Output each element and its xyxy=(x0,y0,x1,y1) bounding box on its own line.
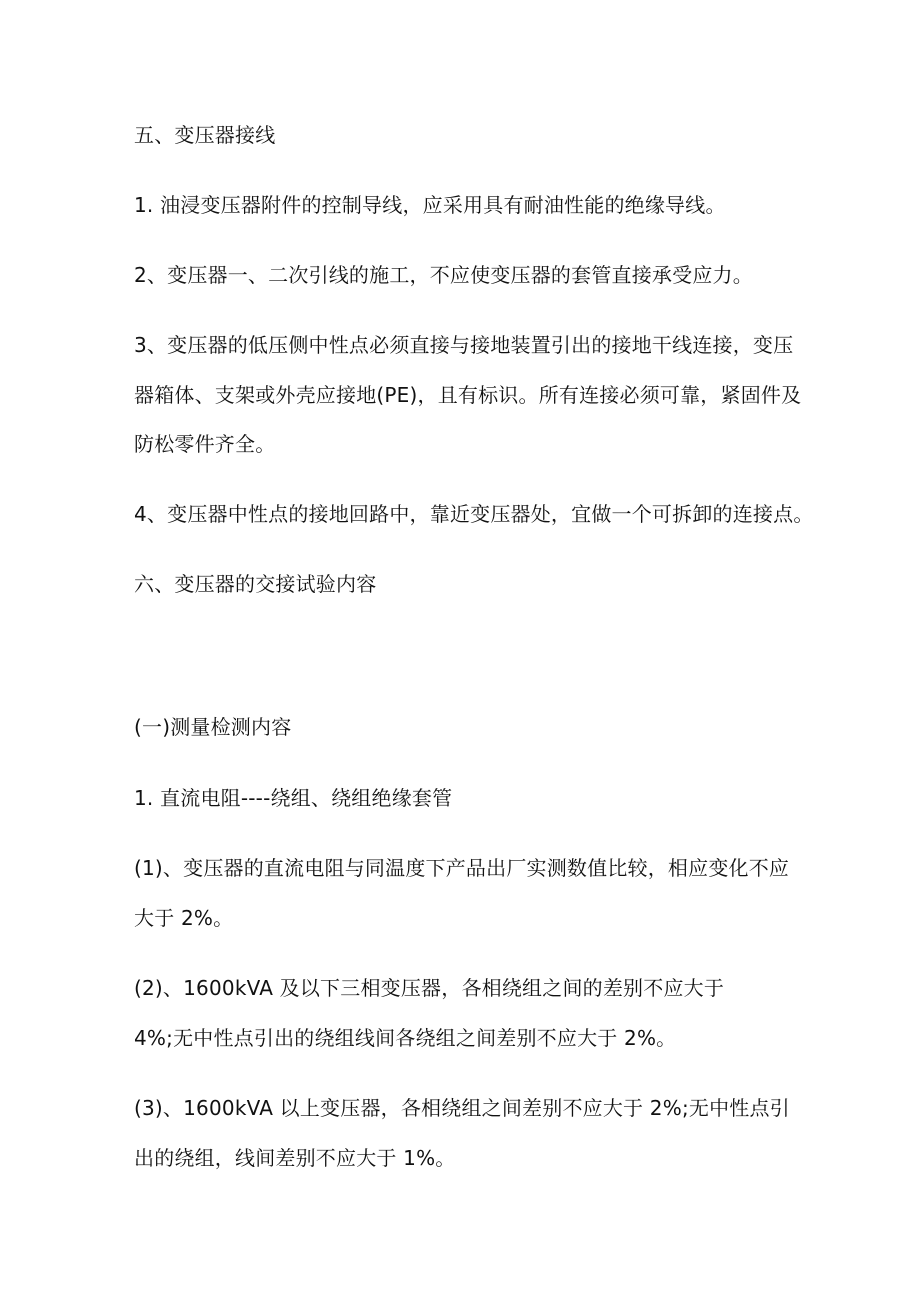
requirement-1-line2: 大于 2%。 xyxy=(134,906,234,930)
item-1-text: 1. 油浸变压器附件的控制导线，应采用具有耐油性能的绝缘导线。 xyxy=(134,193,726,217)
item-4-text: 4、变压器中性点的接地回路中，靠近变压器处，宜做一个可拆卸的连接点。 xyxy=(134,502,814,526)
section6-heading: 六、变压器的交接试验内容 xyxy=(134,572,377,596)
dc-resistance-title: 1. 直流电阻----绕组、绕组绝缘套管 xyxy=(134,786,453,810)
item-3-text-line3: 防松零件齐全。 xyxy=(134,432,276,456)
requirement-2-line1: (2)、1600kVA 及以下三相变压器，各相绕组之间的差别不应大于 xyxy=(134,976,725,1000)
requirement-2-line2: 4%;无中性点引出的绕组线间各绕组之间差别不应大于 2%。 xyxy=(134,1026,677,1050)
subsection1-heading: (一)测量检测内容 xyxy=(134,715,292,739)
requirement-3-line2: 出的绕组，线间差别不应大于 1%。 xyxy=(134,1146,456,1170)
section5-heading: 五、变压器接线 xyxy=(134,123,276,147)
item-3-text-line2: 器箱体、支架或外壳应接地(PE)，且有标识。所有连接必须可靠，紧固件及 xyxy=(134,383,802,407)
requirement-1-line1: (1)、变压器的直流电阻与同温度下产品出厂实测数值比较，相应变化不应 xyxy=(134,856,790,880)
item-3-text-line1: 3、变压器的低压侧中性点必须直接与接地装置引出的接地干线连接，变压 xyxy=(134,333,794,357)
item-2-text: 2、变压器一、二次引线的施工，不应使变压器的套管直接承受应力。 xyxy=(134,263,753,287)
requirement-3-line1: (3)、1600kVA 以上变压器，各相绕组之间差别不应大于 2%;无中性点引 xyxy=(134,1096,790,1120)
